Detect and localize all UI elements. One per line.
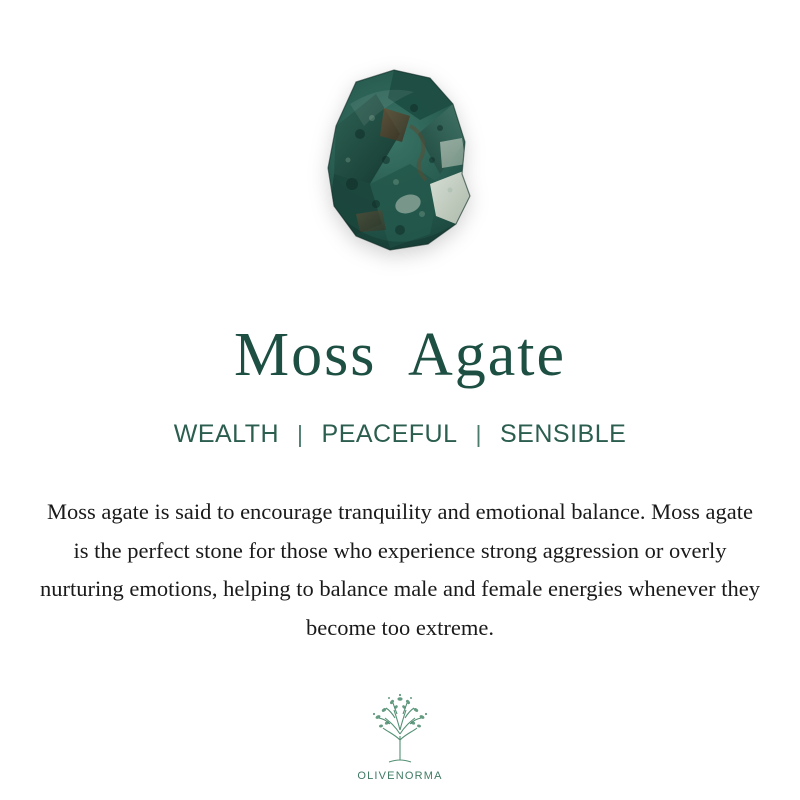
keyword-peaceful: PEACEFUL	[321, 420, 458, 448]
brand-name: OLIVENORMA	[357, 770, 443, 782]
tree-of-life-icon	[354, 690, 446, 768]
moss-agate-stone-illustration	[290, 64, 510, 274]
page-title: Moss Agate	[234, 321, 566, 389]
keyword-sensible: SENSIBLE	[500, 420, 627, 448]
stone-image	[290, 64, 510, 274]
keyword-separator: |	[475, 421, 482, 447]
brand-logo	[0, 690, 800, 782]
keyword-separator: |	[297, 421, 304, 447]
product-description: Moss agate is said to encourage tranquility and emotional balance. Moss agate is the perfect stone for those who experience strong aggression or overly nurturing emotions, helping to balance male and female energies whenever they become too extreme.	[40, 499, 760, 641]
keyword-wealth: WEALTH	[173, 420, 280, 448]
keyword-list	[170, 420, 631, 449]
